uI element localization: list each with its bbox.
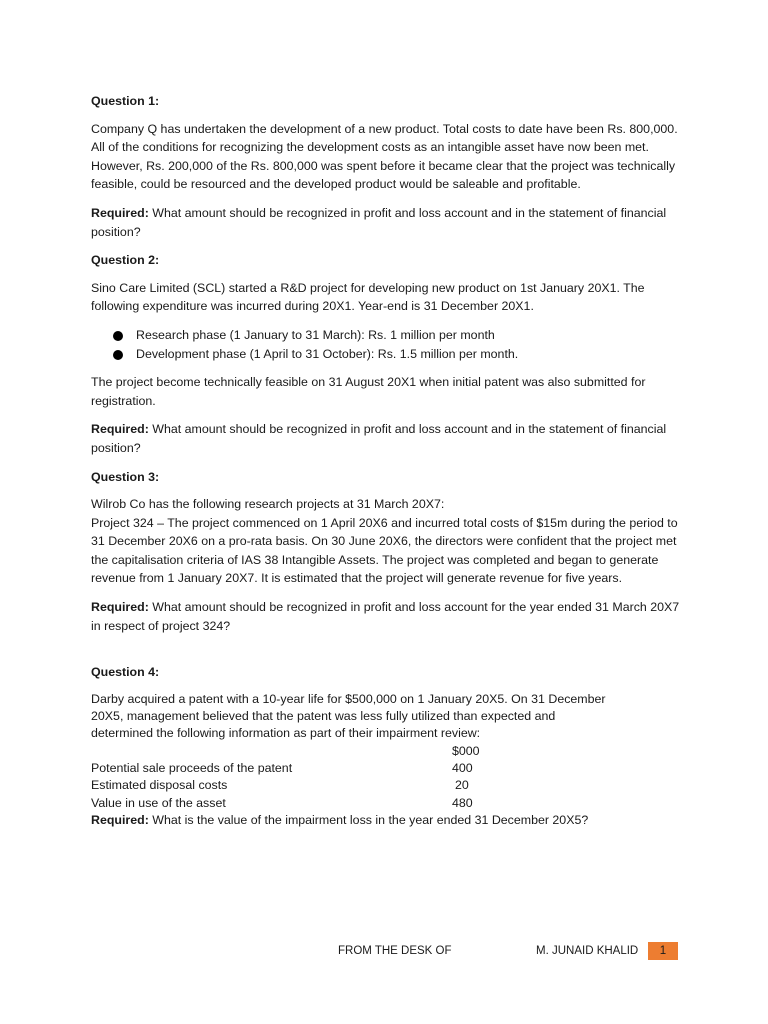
impairment-row [91, 777, 681, 794]
impairment-row [91, 760, 681, 777]
required-text: What is the value of the impairment loss in the year ended 31 December 20X5? [148, 812, 589, 827]
required-text: What amount should be recognized in profit and loss account and in the statement of financial position? [91, 422, 667, 455]
question-1-body: Company Q has undertaken the development of a new product. Total costs to date have been Rs. 800,000. All of the conditions for recognizing the development costs as an intangible asset have now been met. However, Rs. 200,000 of the Rs. 800,000 was spent before it became clear that the project was technically feasible, could be resourced and the developed product would be saleable and profitable. [91, 121, 678, 192]
spacer [91, 645, 681, 663]
required-label: Required: [91, 600, 149, 615]
bullet-text: Research phase (1 January to 31 March): Rs. 1 million per month [136, 327, 495, 342]
question-2-intro: Sino Care Limited (SCL) started a R&D project for developing new product on 1st January 20X1. The following expenditure was incurred during 20X1. Year-end is 31 December 20X1. [91, 280, 645, 314]
required-label: Required: [91, 812, 149, 827]
page-number: 1 [648, 942, 678, 960]
impairment-row-label: Potential sale proceeds of the patent [91, 761, 293, 776]
question-1-heading: Question 1: [91, 94, 160, 108]
required-text: What amount should be recognized in profit and loss account and in the statement of financial position? [91, 205, 667, 239]
bullet-icon [113, 350, 123, 360]
question-1-required [91, 204, 681, 241]
question-4-body-line: 20X5, management believed that the patent was less fully utilized than expected and [91, 709, 556, 724]
list-item [91, 326, 681, 345]
question-2-required [91, 420, 681, 457]
required-label: Required: [91, 422, 149, 437]
page-footer [0, 942, 768, 962]
question-3-line1: Wilrob Co has the following research projects at 31 March 20X7: [91, 497, 445, 512]
question-3-required [91, 598, 681, 635]
impairment-unit-row [91, 743, 681, 760]
impairment-row-label: Value in use of the asset [91, 795, 226, 810]
question-4-heading: Question 4: [91, 665, 160, 680]
question-4-body-line: Darby acquired a patent with a 10-year life for $500,000 on 1 January 20X5. On 31 December [91, 691, 606, 706]
question-2-after: The project become technically feasible on 31 August 20X1 when initial patent was also submitted for registration. [91, 375, 646, 408]
impairment-row-value: 480 [452, 795, 473, 810]
list-item [91, 345, 681, 364]
impairment-row-value: 20 [455, 778, 469, 793]
required-text: What amount should be recognized in profit and loss account for the year ended 31 March 20X7 in respect of project 324? [91, 600, 680, 633]
impairment-row-value: 400 [452, 761, 473, 776]
question-4-body-line: determined the following information as part of their impairment review: [91, 726, 481, 741]
footer-desk-text: FROM THE DESK OF [338, 945, 452, 957]
question-3-heading: Question 3: [91, 469, 160, 484]
question-3-body: Project 324 – The project commenced on 1 April 20X6 and incurred total costs of $15m during the period to 31 December 20X6 on a pro-rata basis. On 30 June 20X6, the directors were confident that the project met the capitalisation criteria of IAS 38 Intangible Assets. The project was completed and began to generate revenue from 1 January 20X7. It is estimated that the project will generate revenue for five years. [91, 515, 678, 586]
unit-header: $000 [452, 743, 480, 758]
question-2-bullet-list [91, 326, 681, 363]
question-2-heading: Question 2: [91, 253, 160, 268]
impairment-row-label: Estimated disposal costs [91, 778, 228, 793]
document-page [91, 92, 681, 829]
bullet-text: Development phase (1 April to 31 October): Rs. 1.5 million per month. [136, 346, 519, 361]
question-4-required [91, 812, 681, 829]
bullet-icon [113, 331, 123, 341]
footer-author: M. JUNAID KHALID [536, 945, 639, 957]
impairment-row [91, 795, 681, 812]
required-label: Required: [91, 205, 149, 220]
